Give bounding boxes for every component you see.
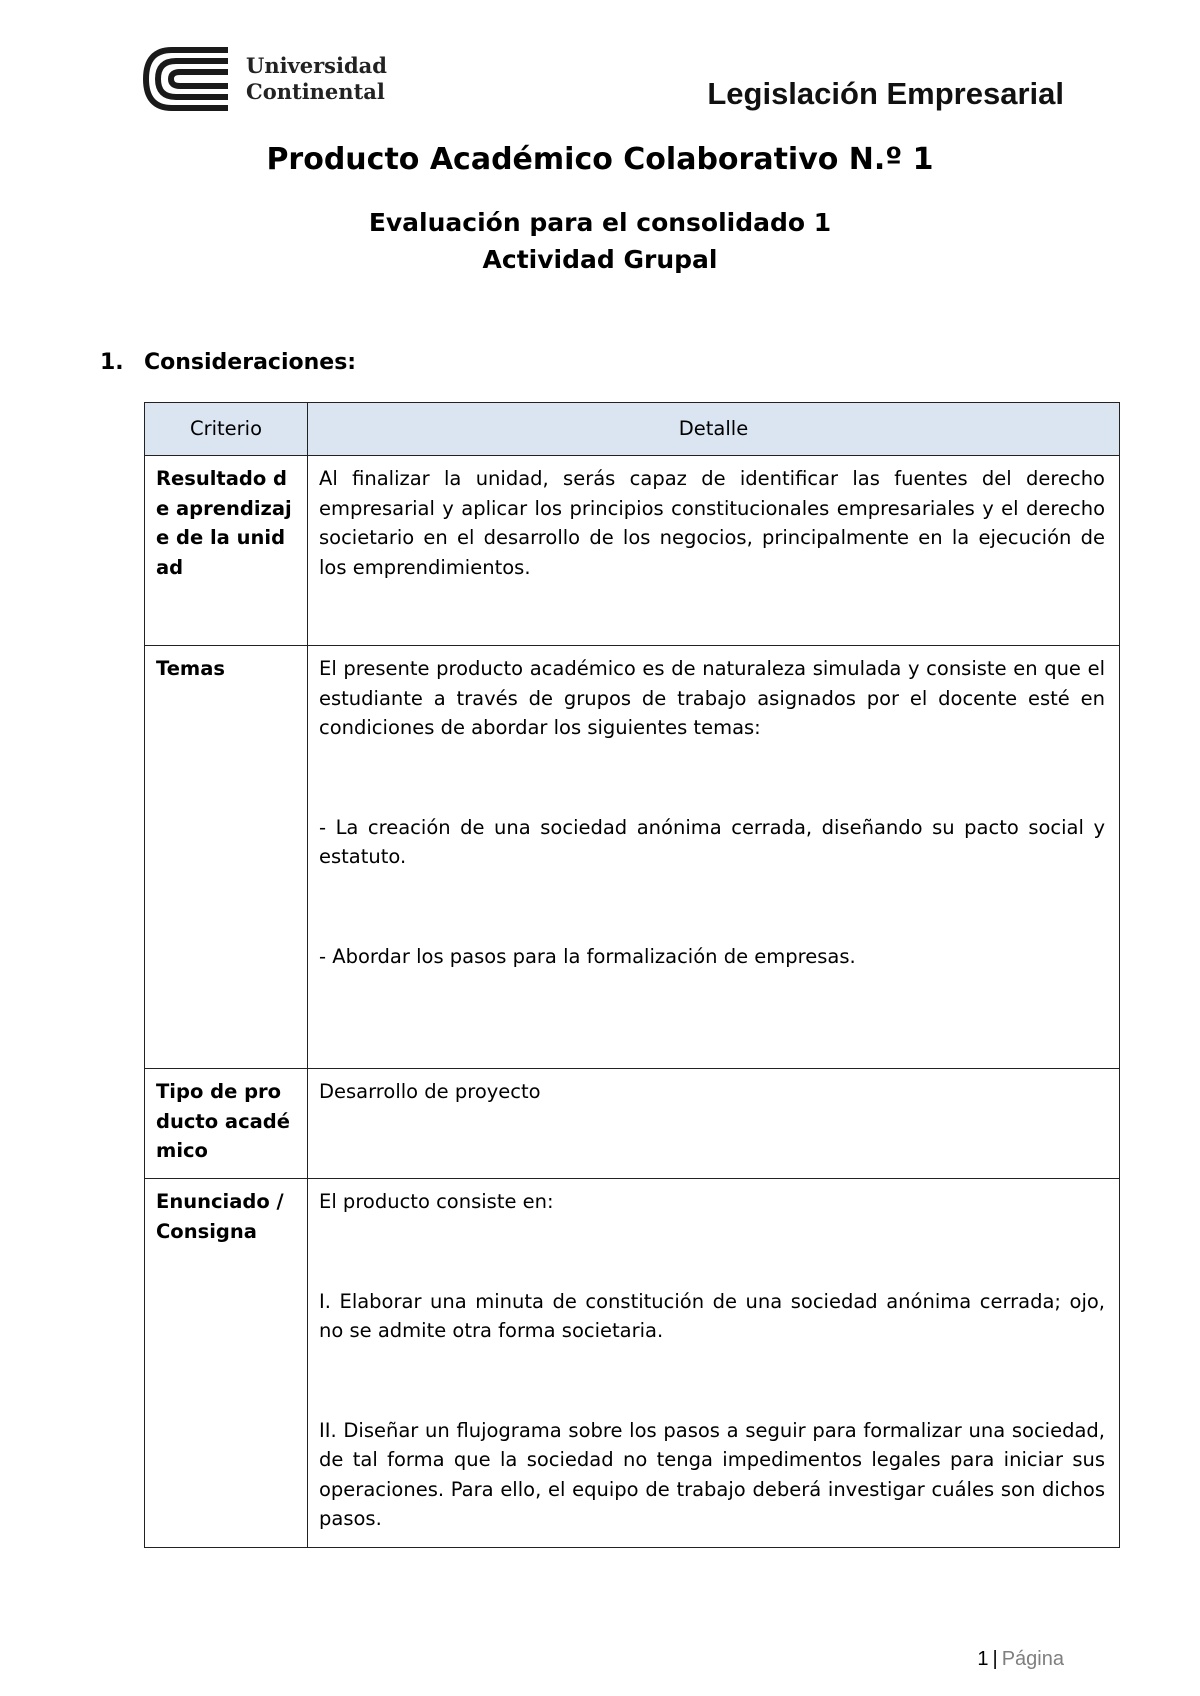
logo-line-1: Universidad <box>246 53 387 78</box>
detalle-paragraph: II. Diseñar un flujograma sobre los pasos a seguir para formalizar una sociedad, de tal forma que la sociedad no tenga impedimentos legales para iniciar sus operaciones. Para ello, el equipo de trabajo deberá investigar cuáles son dichos pasos. <box>319 1418 1105 1530</box>
criterio-cell: Temas <box>145 646 308 1069</box>
page-number: 1 <box>977 1648 989 1670</box>
criterio-cell: Resultado de aprendizaje de la unidad <box>145 456 308 646</box>
detalle-cell <box>308 1179 1120 1548</box>
criterio-cell: Enunciado /Consigna <box>145 1179 308 1548</box>
detalle-cell <box>308 646 1120 1069</box>
table-row <box>145 646 1120 1069</box>
detalle-paragraph: El producto consiste en: <box>319 1190 554 1213</box>
university-logo-icon <box>140 44 232 114</box>
document-title: Producto Académico Colaborativo N.º 1 <box>266 142 934 177</box>
course-title: Legislación Empresarial <box>707 76 1064 111</box>
table-row <box>145 1069 1120 1179</box>
university-logo <box>140 44 387 114</box>
page-label: Página <box>1001 1648 1064 1670</box>
detalle-paragraph: - Abordar los pasos para la formalización de empresas. <box>319 944 856 968</box>
section-number: 1. <box>100 350 124 375</box>
table-row <box>145 456 1120 646</box>
subtitle-evaluation: Evaluación para el consolidado 1 <box>368 208 832 237</box>
considerations-table <box>144 402 1120 1548</box>
detalle-paragraph: El presente producto académico es de naturaleza simulada y consiste en que el estudiante a través de grupos de trabajo asignados por el docente esté en condiciones de abordar los siguientes temas: <box>319 657 1105 739</box>
criterio-cell: Tipo de producto académico <box>145 1069 308 1179</box>
detalle-cell <box>308 1069 1120 1179</box>
section-heading <box>100 350 356 375</box>
table-header-row <box>145 403 1120 456</box>
header-detalle: Detalle <box>308 403 1120 456</box>
header-criterio: Criterio <box>145 403 308 456</box>
detalle-paragraph: - La creación de una sociedad anónima cerrada, diseñando su pacto social y estatuto. <box>319 815 1105 868</box>
table-row <box>145 1179 1120 1548</box>
logo-line-2: Continental <box>246 79 385 104</box>
footer-separator: | <box>992 1648 998 1670</box>
detalle-paragraph: I. Elaborar una minuta de constitución de una sociedad anónima cerrada; ojo, no se admite otra forma societaria. <box>319 1289 1105 1342</box>
detalle-cell <box>308 456 1120 646</box>
page-footer <box>977 1648 1064 1671</box>
detalle-paragraph: Al finalizar la unidad, serás capaz de identificar las fuentes del derecho empresarial y aplicar los principios constitucionales empresariales y el derecho societario en el desarrollo de los negocios, principalmente en la ejecución de los emprendimientos. <box>319 467 1105 579</box>
logo-text <box>246 53 387 105</box>
subtitle-activity: Actividad Grupal <box>482 245 718 274</box>
section-label: Consideraciones: <box>144 350 357 375</box>
detalle-paragraph: Desarrollo de proyecto <box>319 1080 541 1103</box>
